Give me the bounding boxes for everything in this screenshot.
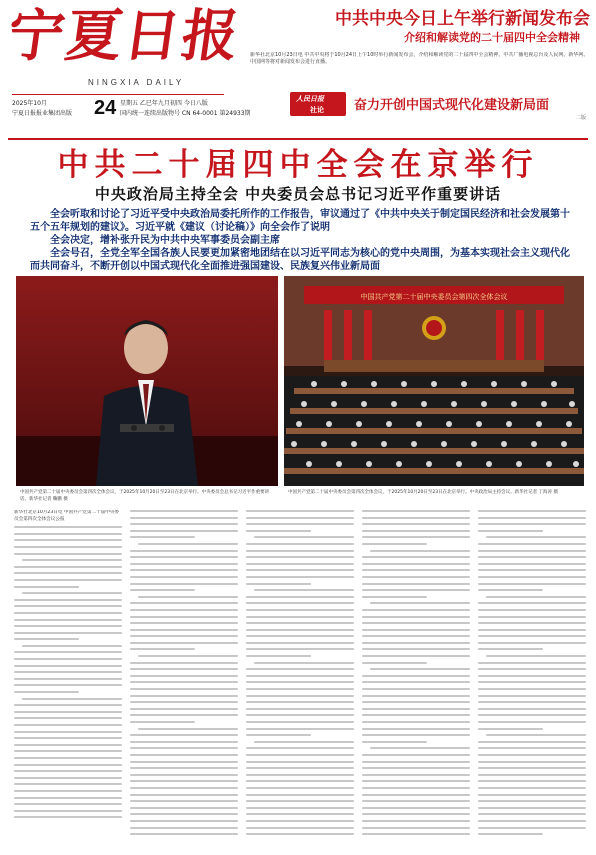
editorial-title[interactable]: 奋力开创中国式现代化建设新局面 — [354, 98, 550, 113]
deck-3: 全会号召，全党全军全国各族人民要更加紧密地团结在以习近平同志为核心的党中央周围，为基本实现社会主义现代化而共同奋斗，不断开创以中国式现代化全面推进强国建设、民族复兴伟业新局面 — [30, 248, 570, 272]
photo-plenary-hall[interactable] — [284, 276, 584, 486]
article-column-1 — [14, 510, 122, 850]
speaker-photo-illustration — [16, 276, 278, 486]
photo-caption-left: 中国共产党第二十届中央委员会第四次全体会议，于2025年10月20日至23日在北京举行。中央委员会总书记习近平作重要讲话。新华社记者 鞠鹏 摄 — [20, 490, 270, 502]
sub-headline: 中央政治局主持全会 中央委员会总书记习近平作重要讲话 — [94, 185, 502, 203]
article-dateline: 新华社北京10月23日电 中国共产党第二十届中央委员会第四次全体会议公报 — [14, 510, 120, 522]
editorial-teaser[interactable] — [290, 90, 590, 122]
hall-photo-illustration — [284, 276, 584, 486]
deck-1: 全会听取和讨论了习近平受中央政治局委托所作的工作报告，审议通过了《中共中央关于制定国民经济和社会发展第十五个五年规划的建议》。习近平就《建议（讨论稿）》向全会作了说明 — [30, 209, 570, 233]
logo-pinyin: NINGXIA DAILY — [88, 78, 185, 87]
article-column-4 — [362, 510, 470, 850]
article-column-2 — [130, 510, 238, 850]
main-headline[interactable]: 中共二十届四中全会在京举行 — [57, 147, 539, 183]
masthead-divider — [8, 138, 588, 140]
editorial-badge-label: 社论 — [310, 106, 324, 114]
article-body — [14, 510, 586, 850]
photo-caption-right: 中国共产党第二十届中央委员会第四次全体会议，于2025年10月20日至23日在北京举行。中央政治局主持会议。新华社记者 丁海涛 摄 — [288, 490, 558, 495]
editorial-badge — [290, 92, 346, 116]
top-story-blurb: 新华社北京10月23日电 中共中央将于10月24日上午10时举行新闻发布会，介绍和解读党的二十届四中全会精神。中共广播电视总台及人民网、新华网、中国网等将对新闻发布会进行直播。 — [250, 52, 589, 65]
issue-day-number: 24 — [94, 97, 117, 119]
article-column-5 — [478, 510, 586, 850]
editorial-badge-source: 人民日报 — [296, 95, 324, 103]
newspaper-logo: 宁夏日报 — [3, 3, 245, 69]
photo-speaker[interactable] — [16, 276, 278, 486]
top-story-subtitle: 介绍和解读党的二十届四中全会精神 — [404, 31, 580, 44]
deck-2: 全会决定，增补张升民为中共中央军事委员会副主席 — [50, 235, 280, 246]
serial-number: 国内统一连续出版物号 CN 64-0001 第24933期 — [120, 110, 251, 117]
issue-date: 2025年10月 — [12, 100, 47, 107]
top-story[interactable] — [250, 8, 590, 66]
editorial-page-ref: 二版 — [575, 115, 586, 121]
masthead — [0, 0, 596, 140]
top-story-title[interactable]: 中共中央今日上午举行新闻发布会 — [335, 9, 590, 29]
publisher-line: 宁夏日报报业集团出版 — [12, 110, 73, 117]
hall-banner-text: 中国共产党第二十届中央委员会第四次全体会议 — [360, 293, 508, 301]
headline-decks — [30, 208, 570, 273]
issue-info — [12, 94, 251, 134]
weekday-line: 星期五 乙巳年九月初四 今日八版 — [120, 100, 208, 107]
article-column-3 — [246, 510, 354, 850]
